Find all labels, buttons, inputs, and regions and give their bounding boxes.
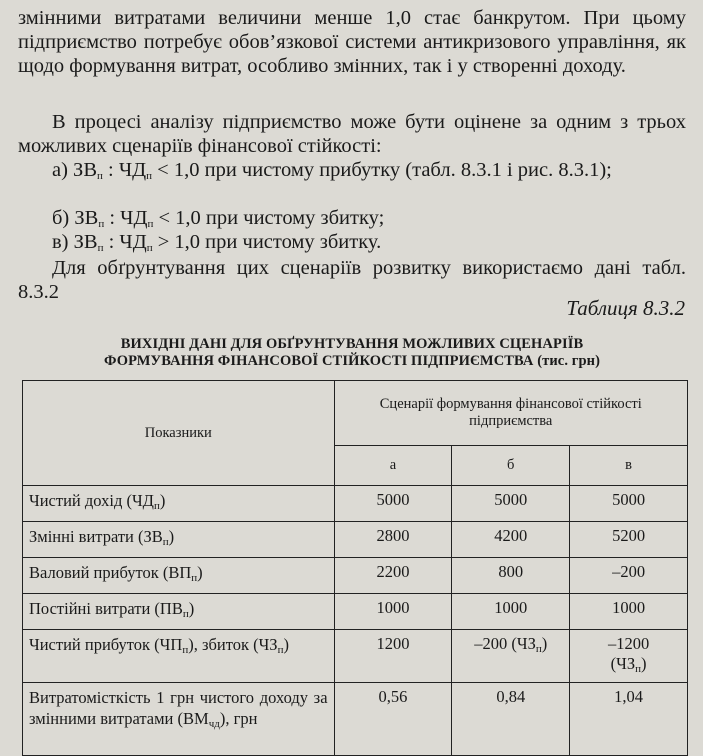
table-header-row bbox=[23, 381, 688, 446]
table-caption: Таблиця 8.3.2 bbox=[566, 296, 685, 320]
header-indicators: Показники bbox=[23, 381, 335, 486]
header-col-a: а bbox=[334, 446, 452, 486]
row-label: Постійні витрати $(ПВ_п)$ bbox=[23, 594, 335, 630]
table-row bbox=[23, 558, 688, 594]
header-scenarios: Сценарії формування фінансової стійкості підприємства bbox=[334, 381, 687, 446]
paragraph-scenarios-intro: В процесі аналізу підприємство може бути оцінене за одним з трьох можливих сценаріїв фінансової стійкості: bbox=[18, 111, 686, 157]
list-item-b: б) $ЗВ_п$ : $ЧД_п < 1,0$ при чистому збитку; bbox=[52, 207, 385, 230]
paragraph-bankruptcy: змінними витратами величини менше 1,0 стає банкрутом. При цьому підприємство потребує обов’язкової системи антикризового управління, як щодо формування витрат, особливо змінних, так і у створенні доходу. bbox=[18, 7, 686, 77]
cell-b: 5000 bbox=[452, 486, 570, 522]
cell-a: 0,56 bbox=[334, 683, 452, 756]
data-table bbox=[22, 380, 688, 756]
list-item-v: в) $ЗВ_п$ : $ЧД_п > 1,0$ при чистому збитку. bbox=[52, 231, 382, 254]
list-item-a: а) $ЗВ_п$ : $ЧД_п < 1,0$ при чистому прибутку (табл. 8.3.1 і рис. 8.3.1); bbox=[52, 159, 612, 182]
cell-v: 1,04 bbox=[570, 683, 688, 756]
cell-b: 1000 bbox=[452, 594, 570, 630]
table-row bbox=[23, 683, 688, 756]
table-row bbox=[23, 486, 688, 522]
table-row bbox=[23, 630, 688, 683]
header-col-v: в bbox=[570, 446, 688, 486]
cell-b: –200 $(ЧЗ_п)$ bbox=[452, 630, 570, 683]
cell-a: 1200 bbox=[334, 630, 452, 683]
cell-b: 0,84 bbox=[452, 683, 570, 756]
cell-v: –1200 $(ЧЗ_п)$ bbox=[570, 630, 688, 683]
table-row bbox=[23, 522, 688, 558]
row-label: Валовий прибуток $(ВП_п)$ bbox=[23, 558, 335, 594]
cell-b: 4200 bbox=[452, 522, 570, 558]
row-label: Чистий прибуток $(ЧП_п)$, збиток $(ЧЗ_п)$ bbox=[23, 630, 335, 683]
cell-b: 800 bbox=[452, 558, 570, 594]
row-label: Витратомісткість 1 грн чистого доходу за змінними витратами $(ВМ_{чд})$, грн bbox=[23, 683, 335, 756]
cell-a: 1000 bbox=[334, 594, 452, 630]
table-row bbox=[23, 594, 688, 630]
paragraph-justification: Для обґрунтування цих сценаріїв розвитку використаємо дані табл. 8.3.2 bbox=[18, 257, 686, 303]
row-label: Змінні витрати $(ЗВ_п)$ bbox=[23, 522, 335, 558]
row-label: Чистий дохід $(ЧД_п)$ bbox=[23, 486, 335, 522]
table-title: ВИХІДНІ ДАНІ ДЛЯ ОБҐРУНТУВАННЯ МОЖЛИВИХ СЦЕНАРІЇВ ФОРМУВАННЯ ФІНАНСОВОЇ СТІЙКОСТІ ПІДПРИЄМСТВА (тис. грн) bbox=[103, 336, 601, 369]
cell-a: 2200 bbox=[334, 558, 452, 594]
header-col-b: б bbox=[452, 446, 570, 486]
cell-v: 5000 bbox=[570, 486, 688, 522]
cell-v: –200 bbox=[570, 558, 688, 594]
cell-a: 2800 bbox=[334, 522, 452, 558]
cell-v: 1000 bbox=[570, 594, 688, 630]
cell-a: 5000 bbox=[334, 486, 452, 522]
cell-v: 5200 bbox=[570, 522, 688, 558]
